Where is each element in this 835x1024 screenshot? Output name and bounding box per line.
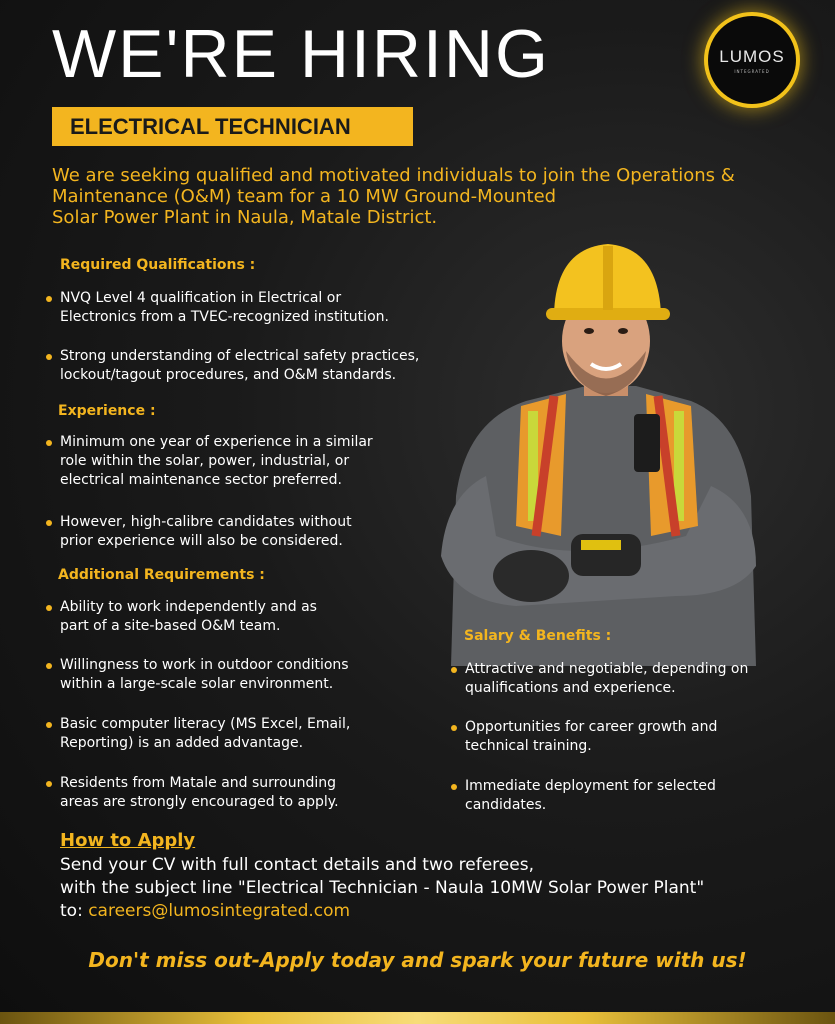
list-item-line: Residents from Matale and surrounding	[60, 775, 336, 791]
list-item	[46, 598, 317, 636]
list-item-line: Electronics from a TVEC-recognized institution.	[60, 309, 389, 325]
intro-text	[52, 165, 772, 228]
list-item-line: Attractive and negotiable, depending on	[465, 661, 749, 677]
list-item	[46, 289, 389, 327]
list-item-line: areas are strongly encouraged to apply.	[60, 794, 339, 810]
list-item	[451, 660, 748, 698]
list-item	[451, 777, 716, 815]
list-item	[46, 433, 373, 490]
list-item-line: Reporting) is an added advantage.	[60, 735, 304, 751]
logo-sub: INTEGRATED	[734, 68, 770, 74]
how-to-apply-heading: How to Apply	[60, 830, 196, 851]
section-title-additional: Additional Requirements :	[58, 567, 265, 583]
how-to-apply-text	[60, 854, 830, 923]
job-title-banner: ELECTRICAL TECHNICIAN	[52, 107, 413, 146]
closing-tagline: Don't miss out-Apply today and spark your future with us!	[88, 948, 747, 972]
list-item-line: prior experience will also be considered.	[60, 533, 343, 549]
list-item-line: Strong understanding of electrical safety practices,	[60, 348, 420, 364]
list-item-line: Immediate deployment for selected	[465, 778, 716, 794]
apply-line: Send your CV with full contact details and two referees,	[60, 855, 534, 875]
list-item-line: Ability to work independently and as	[60, 599, 317, 615]
list-item	[46, 656, 349, 694]
list-item-line: technical training.	[465, 738, 592, 754]
company-logo	[708, 16, 796, 104]
list-item-line: role within the solar, power, industrial, or	[60, 453, 350, 469]
list-item-line: Opportunities for career growth and	[465, 719, 718, 735]
list-item-line: However, high-calibre candidates without	[60, 514, 352, 530]
logo-name: LUMOS	[719, 46, 785, 66]
list-item-line: Minimum one year of experience in a similar	[60, 434, 373, 450]
list-item-line: part of a site-based O&M team.	[60, 618, 281, 634]
list-item	[46, 715, 350, 753]
apply-to-label: to:	[60, 901, 89, 921]
list-item-line: Basic computer literacy (MS Excel, Email,	[60, 716, 351, 732]
gold-footer-bar	[0, 1012, 835, 1024]
section-title-salary: Salary & Benefits :	[464, 628, 612, 644]
list-item-line: qualifications and experience.	[465, 680, 676, 696]
list-item	[46, 774, 339, 812]
list-item	[46, 513, 352, 551]
intro-line: We are seeking qualified and motivated individuals to join the Operations &	[52, 165, 735, 186]
section-title-experience: Experience :	[58, 403, 156, 419]
list-item	[46, 347, 419, 385]
list-item-line: within a large-scale solar environment.	[60, 676, 334, 692]
list-item-line: Willingness to work in outdoor conditions	[60, 657, 349, 673]
intro-line: Solar Power Plant in Naula, Matale District.	[52, 207, 438, 228]
headline: WE'RE HIRING	[52, 16, 550, 92]
section-title-qualifications: Required Qualifications :	[60, 257, 256, 273]
list-item-line: NVQ Level 4 qualification in Electrical or	[60, 290, 342, 306]
list-item-line: electrical maintenance sector preferred.	[60, 472, 342, 488]
list-item-line: candidates.	[465, 797, 547, 813]
apply-line	[60, 900, 830, 923]
list-item-line: lockout/tagout procedures, and O&M standards.	[60, 367, 397, 383]
email-link[interactable]: careers@lumosintegrated.com	[88, 901, 351, 921]
apply-line: with the subject line "Electrical Technician - Naula 10MW Solar Power Plant"	[60, 878, 705, 898]
intro-line: Maintenance (O&M) team for a 10 MW Ground-Mounted	[52, 186, 557, 207]
list-item	[451, 718, 717, 756]
technician-photo	[436, 236, 770, 666]
